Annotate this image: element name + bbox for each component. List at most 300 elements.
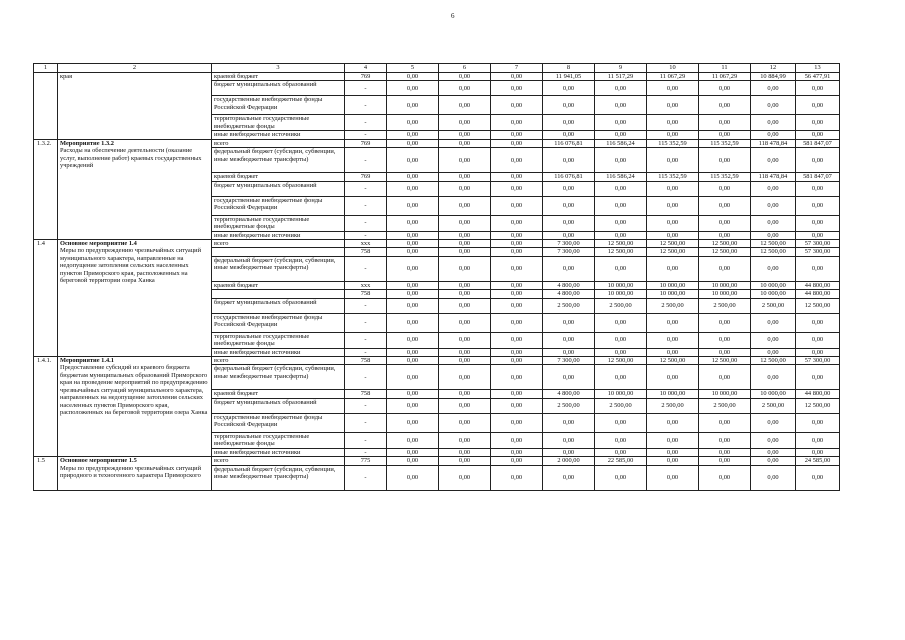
amount-cell: 0,00 [751, 81, 796, 96]
amount-cell: 0,00 [699, 256, 751, 281]
amount-cell: 0,00 [491, 448, 543, 456]
amount-cell: 0,00 [699, 148, 751, 173]
amount-cell: 0,00 [796, 196, 840, 215]
amount-cell: 0,00 [699, 81, 751, 96]
amount-cell: 0,00 [439, 465, 491, 490]
funding-source: всего [212, 240, 345, 248]
amount-cell: 0,00 [595, 215, 647, 231]
item-number [34, 73, 58, 140]
budget-code: - [345, 148, 387, 173]
amount-cell: 0,00 [439, 357, 491, 365]
amount-cell: 118 478,84 [751, 173, 796, 181]
amount-cell: 11 517,29 [595, 73, 647, 81]
header-cell: 13 [796, 64, 840, 73]
amount-cell: 0,00 [439, 365, 491, 390]
amount-cell: 0,00 [387, 313, 439, 332]
amount-cell: 0,00 [543, 196, 595, 215]
amount-cell: 0,00 [543, 215, 595, 231]
amount-cell: 0,00 [699, 131, 751, 139]
amount-cell: 12 500,00 [699, 248, 751, 256]
amount-cell: 0,00 [491, 148, 543, 173]
amount-cell: 0,00 [439, 196, 491, 215]
amount-cell: 0,00 [491, 298, 543, 313]
amount-cell: 0,00 [647, 432, 699, 448]
header-cell: 3 [212, 64, 345, 73]
amount-cell: 0,00 [491, 365, 543, 390]
funding-source: краевой бюджет [212, 173, 345, 181]
amount-cell: 0,00 [595, 96, 647, 115]
amount-cell: 0,00 [543, 231, 595, 239]
amount-cell: 0,00 [491, 196, 543, 215]
amount-cell: 0,00 [491, 432, 543, 448]
amount-cell: 12 500,00 [595, 248, 647, 256]
amount-cell: 0,00 [491, 413, 543, 432]
amount-cell: 12 500,00 [751, 240, 796, 248]
amount-cell: 12 500,00 [699, 357, 751, 365]
amount-cell: 0,00 [751, 365, 796, 390]
amount-cell: 0,00 [595, 81, 647, 96]
budget-code: - [345, 348, 387, 356]
amount-cell: 0,00 [387, 398, 439, 413]
amount-cell: 7 300,00 [543, 357, 595, 365]
header-cell: 9 [595, 64, 647, 73]
amount-cell: 0,00 [439, 448, 491, 456]
amount-cell: 0,00 [439, 73, 491, 81]
funding-source: иные внебюджетные источники [212, 231, 345, 239]
amount-cell: 0,00 [387, 215, 439, 231]
amount-cell: 0,00 [796, 348, 840, 356]
amount-cell: 581 847,07 [796, 139, 840, 147]
header-cell: 4 [345, 64, 387, 73]
funding-source: территориальные государственные внебюджетные фонды [212, 432, 345, 448]
amount-cell: 0,00 [699, 313, 751, 332]
amount-cell: 2 500,00 [647, 298, 699, 313]
amount-cell: 12 500,00 [751, 248, 796, 256]
budget-code: 758 [345, 357, 387, 365]
amount-cell: 0,00 [543, 465, 595, 490]
amount-cell: 0,00 [647, 115, 699, 131]
amount-cell: 10 884,99 [751, 73, 796, 81]
amount-cell: 12 500,00 [647, 240, 699, 248]
budget-code: - [345, 432, 387, 448]
header-cell: 2 [58, 64, 212, 73]
amount-cell: 0,00 [543, 181, 595, 196]
amount-cell: 0,00 [595, 256, 647, 281]
item-description: края [60, 73, 73, 80]
amount-cell: 0,00 [595, 465, 647, 490]
amount-cell: 0,00 [647, 231, 699, 239]
amount-cell: 0,00 [491, 73, 543, 81]
amount-cell: 0,00 [491, 181, 543, 196]
amount-cell: 0,00 [491, 457, 543, 465]
funding-source: бюджет муниципальных образований [212, 398, 345, 413]
amount-cell: 0,00 [647, 465, 699, 490]
item-title: Основное мероприятие 1.5 [60, 457, 137, 465]
funding-source: государственные внебюджетные фонды Российской Федерации [212, 96, 345, 115]
amount-cell: 0,00 [491, 248, 543, 256]
item-number: 1.3.2. [34, 139, 58, 239]
amount-cell: 0,00 [647, 256, 699, 281]
amount-cell: 4 800,00 [543, 281, 595, 289]
amount-cell: 12 500,00 [699, 240, 751, 248]
amount-cell: 0,00 [647, 313, 699, 332]
funding-source: бюджет муниципальных образований [212, 298, 345, 313]
amount-cell: 0,00 [796, 181, 840, 196]
funding-source: всего [212, 357, 345, 365]
amount-cell: 0,00 [699, 413, 751, 432]
budget-code: 769 [345, 173, 387, 181]
amount-cell: 116 076,81 [543, 139, 595, 147]
amount-cell: 0,00 [647, 215, 699, 231]
amount-cell: 0,00 [439, 240, 491, 248]
amount-cell: 56 477,91 [796, 73, 840, 81]
amount-cell: 0,00 [387, 196, 439, 215]
header-cell: 11 [699, 64, 751, 73]
item-description: Предоставление субсидий из краевого бюджета бюджетам муниципальных образований Приморского края на проведение мероприятий по предупреждению чрезвычайных ситуаций муниципального характера, направленных на недопущение затопления сельских населенных пунктов Приморского края, расположенных на береговой территории озера Ханка [60, 364, 208, 416]
funding-source: государственные внебюджетные фонды Российской Федерации [212, 313, 345, 332]
amount-cell: 0,00 [387, 256, 439, 281]
amount-cell: 0,00 [491, 215, 543, 231]
budget-code: - [345, 465, 387, 490]
item-description: Меры по предупреждению чрезвычайных ситуаций муниципального характера, направленные на недопущение затопления сельских населенных пунктов Приморского края, расположенных на береговой территории озера Ханка [60, 247, 202, 285]
amount-cell: 10 000,00 [699, 281, 751, 289]
amount-cell: 0,00 [543, 115, 595, 131]
amount-cell: 0,00 [439, 413, 491, 432]
funding-source: иные внебюджетные источники [212, 448, 345, 456]
amount-cell: 0,00 [387, 298, 439, 313]
budget-code: 769 [345, 73, 387, 81]
amount-cell: 2 500,00 [595, 298, 647, 313]
amount-cell: 0,00 [439, 348, 491, 356]
amount-cell: 2 500,00 [543, 398, 595, 413]
amount-cell: 0,00 [439, 281, 491, 289]
budget-code: - [345, 96, 387, 115]
amount-cell: 22 585,00 [595, 457, 647, 465]
budget-code: - [345, 413, 387, 432]
amount-cell: 4 800,00 [543, 390, 595, 398]
amount-cell: 0,00 [647, 131, 699, 139]
amount-cell: 0,00 [647, 365, 699, 390]
amount-cell: 7 300,00 [543, 240, 595, 248]
budget-code: - [345, 181, 387, 196]
amount-cell: 0,00 [439, 457, 491, 465]
amount-cell: 0,00 [699, 348, 751, 356]
budget-code: - [345, 298, 387, 313]
amount-cell: 0,00 [595, 231, 647, 239]
amount-cell: 0,00 [595, 131, 647, 139]
amount-cell: 0,00 [439, 115, 491, 131]
amount-cell: 0,00 [543, 448, 595, 456]
item-title: Мероприятие 1.3.2 [60, 139, 114, 147]
amount-cell: 116 076,81 [543, 173, 595, 181]
amount-cell: 12 500,00 [595, 357, 647, 365]
amount-cell: 0,00 [751, 465, 796, 490]
amount-cell: 0,00 [699, 465, 751, 490]
amount-cell: 57 300,00 [796, 248, 840, 256]
amount-cell: 2 500,00 [543, 298, 595, 313]
amount-cell: 44 800,00 [796, 290, 840, 298]
amount-cell: 0,00 [699, 115, 751, 131]
header-cell: 12 [751, 64, 796, 73]
amount-cell: 0,00 [439, 231, 491, 239]
amount-cell: 0,00 [751, 256, 796, 281]
budget-code: - [345, 215, 387, 231]
amount-cell: 0,00 [543, 365, 595, 390]
item-number: 1.5 [34, 457, 58, 490]
amount-cell: 0,00 [647, 348, 699, 356]
amount-cell: 0,00 [387, 139, 439, 147]
amount-cell: 0,00 [543, 332, 595, 348]
budget-code: xxx [345, 240, 387, 248]
amount-cell: 0,00 [751, 332, 796, 348]
amount-cell: 0,00 [543, 432, 595, 448]
amount-cell: 12 500,00 [796, 398, 840, 413]
amount-cell: 0,00 [595, 448, 647, 456]
amount-cell: 12 500,00 [647, 248, 699, 256]
amount-cell: 0,00 [595, 196, 647, 215]
budget-code: 758 [345, 248, 387, 256]
amount-cell: 10 000,00 [647, 390, 699, 398]
budget-code: - [345, 256, 387, 281]
amount-cell: 0,00 [595, 348, 647, 356]
amount-cell: 0,00 [387, 96, 439, 115]
amount-cell: 0,00 [439, 256, 491, 281]
amount-cell: 0,00 [751, 215, 796, 231]
amount-cell: 0,00 [491, 398, 543, 413]
amount-cell: 0,00 [699, 448, 751, 456]
item-title: Основное мероприятие 1.4 [60, 240, 137, 248]
funding-source: бюджет муниципальных образований [212, 181, 345, 196]
amount-cell: 0,00 [491, 390, 543, 398]
budget-table [33, 63, 840, 491]
amount-cell: 0,00 [439, 96, 491, 115]
amount-cell: 0,00 [439, 332, 491, 348]
funding-source [212, 290, 345, 298]
page-number: 6 [451, 12, 455, 20]
amount-cell: 0,00 [751, 181, 796, 196]
amount-cell: 0,00 [699, 432, 751, 448]
amount-cell: 115 352,59 [699, 173, 751, 181]
amount-cell: 115 352,59 [699, 139, 751, 147]
amount-cell: 0,00 [491, 332, 543, 348]
amount-cell: 0,00 [796, 131, 840, 139]
amount-cell: 11 067,29 [647, 73, 699, 81]
amount-cell: 0,00 [699, 196, 751, 215]
budget-code: - [345, 81, 387, 96]
amount-cell: 0,00 [439, 173, 491, 181]
amount-cell: 0,00 [699, 231, 751, 239]
amount-cell: 0,00 [439, 181, 491, 196]
amount-cell: 581 847,07 [796, 173, 840, 181]
amount-cell: 0,00 [647, 196, 699, 215]
amount-cell: 0,00 [387, 115, 439, 131]
amount-cell: 0,00 [751, 231, 796, 239]
amount-cell: 0,00 [751, 196, 796, 215]
amount-cell: 0,00 [543, 96, 595, 115]
amount-cell: 0,00 [595, 115, 647, 131]
amount-cell: 0,00 [796, 215, 840, 231]
amount-cell: 0,00 [647, 96, 699, 115]
amount-cell: 0,00 [647, 181, 699, 196]
amount-cell: 11 941,05 [543, 73, 595, 81]
amount-cell: 0,00 [387, 81, 439, 96]
amount-cell: 44 800,00 [796, 390, 840, 398]
amount-cell: 0,00 [751, 457, 796, 465]
amount-cell: 116 586,24 [595, 173, 647, 181]
amount-cell: 0,00 [543, 131, 595, 139]
budget-code: - [345, 332, 387, 348]
amount-cell: 0,00 [595, 332, 647, 348]
amount-cell: 118 478,84 [751, 139, 796, 147]
budget-code: - [345, 313, 387, 332]
amount-cell: 0,00 [796, 313, 840, 332]
amount-cell: 0,00 [387, 432, 439, 448]
header-cell: 10 [647, 64, 699, 73]
amount-cell: 0,00 [796, 148, 840, 173]
amount-cell: 57 300,00 [796, 240, 840, 248]
amount-cell: 0,00 [439, 313, 491, 332]
amount-cell: 10 000,00 [647, 281, 699, 289]
amount-cell: 0,00 [387, 148, 439, 173]
funding-source: краевой бюджет [212, 390, 345, 398]
amount-cell: 0,00 [491, 281, 543, 289]
amount-cell: 12 500,00 [796, 298, 840, 313]
amount-cell: 0,00 [751, 432, 796, 448]
amount-cell: 0,00 [796, 432, 840, 448]
amount-cell: 0,00 [491, 96, 543, 115]
amount-cell: 0,00 [439, 139, 491, 147]
amount-cell: 10 000,00 [751, 390, 796, 398]
amount-cell: 0,00 [491, 357, 543, 365]
amount-cell: 0,00 [595, 432, 647, 448]
amount-cell: 0,00 [543, 413, 595, 432]
amount-cell: 10 000,00 [595, 290, 647, 298]
amount-cell: 0,00 [796, 465, 840, 490]
amount-cell: 0,00 [699, 181, 751, 196]
funding-source: всего [212, 139, 345, 147]
amount-cell: 0,00 [595, 181, 647, 196]
item-name [58, 240, 212, 357]
amount-cell: 115 352,59 [647, 173, 699, 181]
funding-source: федеральный бюджет (субсидии, субвенции, иные межбюджетные трансферты) [212, 465, 345, 490]
budget-code: - [345, 448, 387, 456]
amount-cell: 44 800,00 [796, 281, 840, 289]
amount-cell: 0,00 [796, 256, 840, 281]
header-cell: 6 [439, 64, 491, 73]
amount-cell: 0,00 [491, 465, 543, 490]
amount-cell: 0,00 [796, 448, 840, 456]
header-cell: 7 [491, 64, 543, 73]
amount-cell: 4 800,00 [543, 290, 595, 298]
amount-cell: 0,00 [387, 348, 439, 356]
amount-cell: 0,00 [387, 457, 439, 465]
item-description: Расходы на обеспечение деятельности (оказание услуг, выполнение работ) краевых государственных учреждений [60, 147, 202, 170]
amount-cell: 0,00 [751, 148, 796, 173]
budget-code: xxx [345, 281, 387, 289]
item-name [58, 139, 212, 239]
table-row [34, 357, 840, 365]
amount-cell: 0,00 [387, 413, 439, 432]
budget-code: - [345, 398, 387, 413]
header-cell: 8 [543, 64, 595, 73]
amount-cell: 2 500,00 [647, 398, 699, 413]
amount-cell: 0,00 [543, 348, 595, 356]
amount-cell: 0,00 [387, 231, 439, 239]
amount-cell: 0,00 [751, 313, 796, 332]
item-number: 1.4 [34, 240, 58, 357]
amount-cell: 0,00 [491, 81, 543, 96]
funding-source: бюджет муниципальных образований [212, 81, 345, 96]
amount-cell: 0,00 [796, 413, 840, 432]
amount-cell: 10 000,00 [751, 290, 796, 298]
amount-cell: 0,00 [387, 390, 439, 398]
amount-cell: 11 067,29 [699, 73, 751, 81]
budget-code: - [345, 365, 387, 390]
header-cell: 1 [34, 64, 58, 73]
amount-cell: 0,00 [543, 313, 595, 332]
amount-cell: 0,00 [751, 448, 796, 456]
amount-cell: 0,00 [387, 181, 439, 196]
budget-code: - [345, 196, 387, 215]
funding-source: федеральный бюджет (субсидии, субвенции, иные межбюджетные трансферты) [212, 365, 345, 390]
amount-cell: 0,00 [647, 81, 699, 96]
amount-cell: 0,00 [543, 148, 595, 173]
amount-cell: 10 000,00 [699, 290, 751, 298]
amount-cell: 0,00 [699, 457, 751, 465]
amount-cell: 0,00 [647, 332, 699, 348]
amount-cell: 0,00 [647, 457, 699, 465]
amount-cell: 10 000,00 [699, 390, 751, 398]
funding-source: территориальные государственные внебюджетные фонды [212, 332, 345, 348]
funding-source: территориальные государственные внебюджетные фонды [212, 215, 345, 231]
item-title: Мероприятие 1.4.1 [60, 357, 114, 365]
amount-cell: 0,00 [491, 290, 543, 298]
amount-cell: 0,00 [796, 231, 840, 239]
amount-cell: 0,00 [796, 365, 840, 390]
amount-cell: 2 500,00 [751, 298, 796, 313]
amount-cell: 0,00 [387, 281, 439, 289]
funding-source: иные внебюджетные источники [212, 131, 345, 139]
amount-cell: 0,00 [439, 148, 491, 173]
amount-cell: 0,00 [647, 448, 699, 456]
amount-cell: 0,00 [751, 96, 796, 115]
amount-cell: 10 000,00 [595, 281, 647, 289]
funding-source: государственные внебюджетные фонды Российской Федерации [212, 196, 345, 215]
amount-cell: 2 000,00 [543, 457, 595, 465]
amount-cell: 0,00 [439, 390, 491, 398]
amount-cell: 10 000,00 [751, 281, 796, 289]
amount-cell: 0,00 [699, 96, 751, 115]
amount-cell: 0,00 [543, 256, 595, 281]
amount-cell: 0,00 [595, 413, 647, 432]
amount-cell: 0,00 [387, 365, 439, 390]
amount-cell: 0,00 [491, 256, 543, 281]
amount-cell: 10 000,00 [647, 290, 699, 298]
amount-cell: 0,00 [439, 215, 491, 231]
amount-cell: 0,00 [439, 298, 491, 313]
amount-cell: 0,00 [387, 448, 439, 456]
amount-cell: 2 500,00 [699, 298, 751, 313]
amount-cell: 0,00 [491, 139, 543, 147]
table-row [34, 240, 840, 248]
amount-cell: 12 500,00 [751, 357, 796, 365]
amount-cell: 12 500,00 [647, 357, 699, 365]
amount-cell: 0,00 [387, 248, 439, 256]
table-row [34, 457, 840, 465]
amount-cell: 0,00 [387, 465, 439, 490]
funding-source: федеральный бюджет (субсидии, субвенции, иные межбюджетные трансферты) [212, 256, 345, 281]
amount-cell: 115 352,59 [647, 139, 699, 147]
